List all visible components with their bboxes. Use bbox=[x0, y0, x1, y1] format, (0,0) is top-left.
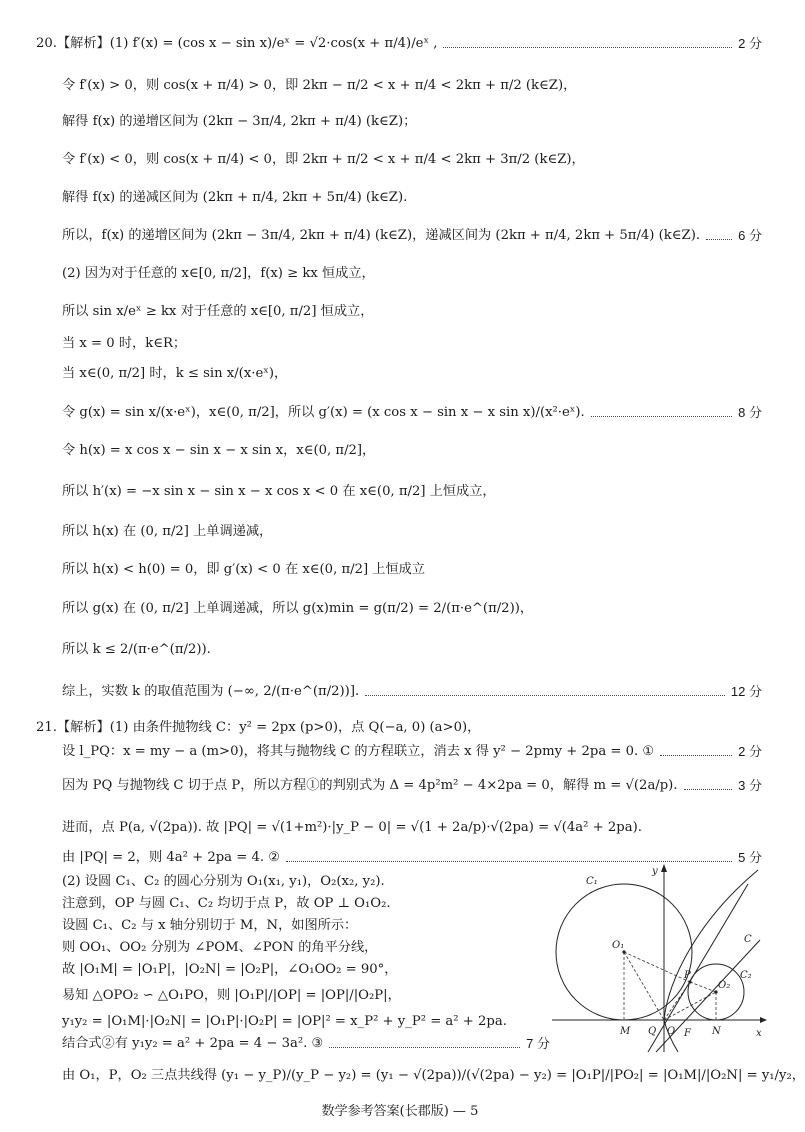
p-o2-segment bbox=[690, 982, 716, 992]
geometry-figure bbox=[548, 860, 770, 1056]
page-footer: 数学参考答案(长郡版) — 5 bbox=[321, 1104, 479, 1119]
line-text: 令 h(x) = x cos x − sin x − x sin x，x∈(0, π/2]， bbox=[62, 443, 376, 458]
score-label: 7 分 bbox=[526, 1036, 550, 1051]
q21-line-2 bbox=[62, 742, 762, 762]
line-text: (2) 设圆 C₁、C₂ 的圆心分别为 O₁(x₁, y₁)，O₂(x₂, y₂). bbox=[62, 874, 385, 889]
q20-line-2 bbox=[62, 76, 762, 96]
label-o1: O₁ bbox=[612, 940, 625, 951]
line-text: 所以 h(x) 在 (0, π/2] 上单调递减， bbox=[62, 524, 273, 539]
line-text: 则 OO₁、OO₂ 分别为 ∠POM、∠PON 的角平分线， bbox=[62, 940, 378, 955]
label-f: F bbox=[684, 1028, 691, 1039]
q21-line-10 bbox=[62, 960, 542, 980]
q20-line-1 bbox=[36, 34, 762, 54]
q20-line-8 bbox=[62, 302, 762, 322]
line-text: 当 x = 0 时，k∈R； bbox=[62, 336, 187, 351]
dot-leader bbox=[443, 47, 732, 48]
score-label: 2 分 bbox=[738, 744, 762, 759]
line-text: 进而，点 P(a, √(2pa)). 故 |PQ| = √(1+m²)·|y_P − 0| = √(1 + 2a/p)·√(2pa) = √(4a² + 2pa). bbox=[62, 820, 642, 835]
line-text: 20.【解析】(1) f′(x) = (cos x − sin x)/eˣ = √2·cos(x + π/4)/eˣ , bbox=[36, 36, 438, 51]
score-label: 8 分 bbox=[738, 405, 762, 420]
line-text: 由 |PQ| = 2，则 4a² + 2pa = 4. ② bbox=[62, 850, 281, 865]
q20-line-10 bbox=[62, 364, 762, 384]
label-o: O bbox=[667, 1026, 676, 1037]
q21-line-4 bbox=[62, 818, 762, 838]
q20-line-17 bbox=[62, 640, 762, 660]
line-text: 设 l_PQ：x = my − a (m>0)，将其与抛物线 C 的方程联立，消去 x 得 y² − 2pmy + 2pa = 0. ① bbox=[62, 744, 655, 759]
line-text: 所以 h′(x) = −x sin x − sin x − x cos x < 0 在 x∈(0, π/2] 上恒成立， bbox=[62, 484, 496, 499]
q20-line-6 bbox=[62, 226, 762, 246]
line-text: 令 f′(x) < 0，则 cos(x + π/4) < 0，即 2kπ + π/2 < x + π/4 < 2kπ + 3π/2 (k∈Z)， bbox=[62, 152, 585, 167]
y-axis-arrow bbox=[661, 864, 667, 872]
line-text: 令 g(x) = sin x/(x·eˣ)，x∈(0, π/2]，所以 g′(x) = (x cos x − sin x − x sin x)/(x²·eˣ). bbox=[62, 405, 585, 420]
label-n: N bbox=[712, 1026, 721, 1037]
dot-leader bbox=[684, 789, 733, 790]
q20-line-4 bbox=[62, 150, 762, 170]
line-text: 综上，实数 k 的取值范围为 (−∞, 2/(π·e^(π/2))]. bbox=[62, 684, 360, 699]
line-text: 易知 △OPO₂ ∽ △O₁PO，则 |O₁P|/|OP| = |OP|/|O₂P|， bbox=[62, 988, 401, 1003]
dot-leader bbox=[706, 239, 732, 240]
score-label: 12 分 bbox=[730, 684, 762, 699]
dot-leader bbox=[365, 695, 725, 696]
q20-line-16 bbox=[62, 599, 762, 619]
q20-line-13 bbox=[62, 482, 762, 502]
line-text: 由 O₁，P，O₂ 三点共线得 (y₁ − y_P)/(y_P − y₂) = (y₁ − √(2pa))/(√(2pa) − y₂) = |O₁P|/|PO₂| = |O₁M|/|O₂N| = y₁/y₂， bbox=[62, 1068, 805, 1083]
line-text: 因为 PQ 与抛物线 C 切于点 P，所以方程①的判别式为 Δ = 4p²m² − 4×2pa = 0，解得 m = √(2a/p). bbox=[62, 778, 678, 793]
q21-line-13 bbox=[62, 1034, 550, 1054]
dot-leader bbox=[591, 416, 732, 417]
line-text: 所以，f(x) 的递增区间为 (2kπ − 3π/4, 2kπ + π/4) (k∈Z)，递减区间为 (2kπ + π/4, 2kπ + 5π/4) (k∈Z). bbox=[62, 228, 701, 243]
o1-o-segment bbox=[624, 952, 664, 1020]
label-c: C bbox=[744, 934, 752, 945]
q20-line-5 bbox=[62, 188, 762, 208]
q21-line-11 bbox=[62, 986, 542, 1006]
q20-line-9 bbox=[62, 334, 762, 354]
line-text: 设圆 C₁、C₂ 与 x 轴分别切于 M，N，如图所示： bbox=[62, 918, 358, 933]
line-text: 令 f′(x) > 0，则 cos(x + π/4) > 0，即 2kπ − π/2 < x + π/4 < 2kπ + π/2 (k∈Z)， bbox=[62, 78, 577, 93]
q21-line-8 bbox=[62, 916, 542, 936]
label-x-axis: x bbox=[756, 1028, 762, 1039]
q20-line-15 bbox=[62, 560, 762, 580]
line-text: 当 x∈(0, π/2] 时，k ≤ sin x/(x·eˣ)， bbox=[62, 366, 288, 381]
label-m: M bbox=[620, 1026, 631, 1037]
line-text: 解得 f(x) 的递减区间为 (2kπ + π/4, 2kπ + 5π/4) (k∈Z). bbox=[62, 190, 408, 205]
q20-line-12 bbox=[62, 441, 762, 461]
line-text: 注意到，OP 与圆 C₁、C₂ 均切于点 P，故 OP ⊥ O₁O₂. bbox=[62, 896, 391, 911]
q21-line-1 bbox=[36, 718, 762, 738]
label-p: P bbox=[684, 970, 691, 981]
line-text: (2) 因为对于任意的 x∈[0, π/2]，f(x) ≥ kx 恒成立， bbox=[62, 266, 375, 281]
line-text: 所以 sin x/eˣ ≥ kx 对于任意的 x∈[0, π/2] 恒成立， bbox=[62, 304, 374, 319]
line-text: 所以 g(x) 在 (0, π/2] 上单调递减，所以 g(x)min = g(π/2) = 2/(π·e^(π/2))， bbox=[62, 601, 534, 616]
q20-line-7 bbox=[62, 264, 762, 284]
q21-line-14 bbox=[62, 1066, 805, 1086]
q21-line-3 bbox=[62, 776, 762, 796]
score-label: 3 分 bbox=[738, 778, 762, 793]
label-y-axis: y bbox=[652, 866, 658, 877]
line-text: 故 |O₁M| = |O₁P|，|O₂N| = |O₂P|，∠O₁OO₂ = 90°， bbox=[62, 962, 398, 977]
label-q: Q bbox=[648, 1026, 657, 1037]
dot-leader bbox=[329, 1047, 520, 1048]
q20-line-14 bbox=[62, 522, 762, 542]
q20-line-3 bbox=[62, 112, 762, 132]
q21-line-7 bbox=[62, 894, 542, 914]
x-axis-arrow bbox=[760, 1017, 767, 1023]
score-label: 6 分 bbox=[738, 228, 762, 243]
label-o2: O₂ bbox=[718, 980, 731, 991]
dot-leader bbox=[660, 755, 732, 756]
tangent-line-1 bbox=[648, 884, 748, 1052]
score-label: 5 分 bbox=[738, 850, 762, 865]
line-text: 解得 f(x) 的递增区间为 (2kπ − 3π/4, 2kπ + π/4) (k∈Z)； bbox=[62, 114, 417, 129]
figure-svg bbox=[548, 860, 770, 1056]
q21-line-6 bbox=[62, 872, 542, 892]
score-label: 2 分 bbox=[738, 36, 762, 51]
line-text: y₁y₂ = |O₁M|·|O₂N| = |O₁P|·|O₂P| = |OP|² = x_P² + y_P² = a² + 2pa. bbox=[62, 1014, 507, 1029]
line-text: 21.【解析】(1) 由条件抛物线 C：y² = 2px (p>0)，点 Q(−a, 0) (a>0)， bbox=[36, 720, 481, 735]
line-text: 所以 h(x) < h(0) = 0，即 g′(x) < 0 在 x∈(0, π/2] 上恒成立 bbox=[62, 562, 426, 577]
line-text: 结合式②有 y₁y₂ = a² + 2pa = 4 − 3a². ③ bbox=[62, 1036, 324, 1051]
label-c2: C₂ bbox=[740, 970, 752, 981]
label-c1: C₁ bbox=[586, 876, 598, 887]
line-text: 所以 k ≤ 2/(π·e^(π/2)). bbox=[62, 642, 211, 657]
q20-line-18 bbox=[62, 682, 762, 702]
q21-line-12 bbox=[62, 1012, 542, 1032]
q20-line-11 bbox=[62, 403, 762, 423]
q21-line-9 bbox=[62, 938, 542, 958]
